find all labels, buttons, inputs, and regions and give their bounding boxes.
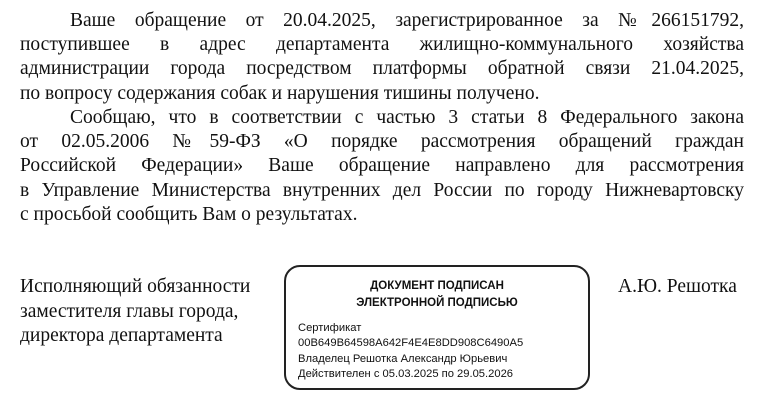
signer-position-line: Исполняющий обязанности xyxy=(20,276,251,297)
signer-position-line: директора департамента xyxy=(20,325,223,346)
paragraph-line: от 02.05.2006 №59-ФЗ «О порядке рассмотрения обращений граждан xyxy=(20,131,744,153)
stamp-header-line: ДОКУМЕНТ ПОДПИСАН xyxy=(370,280,504,292)
stamp-details xyxy=(298,321,580,382)
paragraph-line: администрации города посредством платформы обратной связи 21.04.2025, xyxy=(20,58,744,80)
electronic-signature-stamp xyxy=(284,265,590,390)
paragraph-line: Сообщаю, что в соответствии с частью 3 статьи 8 Федерального закона xyxy=(70,107,744,128)
paragraph-line: Российской Федерации» Ваше обращение направлено для рассмотрения xyxy=(20,155,744,177)
paragraph-line: Ваше обращение от 20.04.2025, зарегистрированное за №266151792, xyxy=(70,10,744,31)
forwarding-paragraph xyxy=(20,106,744,227)
signer-name: А.Ю. Решотка xyxy=(618,276,737,297)
paragraph-line: с просьбой сообщить Вам о результатах. xyxy=(20,203,358,225)
certificate-number: 00B649B64598A642F4E4E8DD908C6490A5 xyxy=(298,337,524,350)
paragraph-line: по вопросу содержания собак и нарушения тишины получено. xyxy=(20,82,540,104)
paragraph-line: поступившее в адрес департамента жилищно-коммунального хозяйства xyxy=(20,34,744,56)
signer-position xyxy=(20,275,250,349)
stamp-header xyxy=(286,278,588,312)
paragraph-line: в Управление Министерства внутренних дел России по городу Нижневартовску xyxy=(20,179,744,201)
certificate-validity: Действителен с 05.03.2025 по 29.05.2026 xyxy=(298,367,514,380)
signer-position-line: заместителя главы города, xyxy=(20,300,239,322)
certificate-label: Сертификат xyxy=(298,322,362,334)
notification-paragraph xyxy=(20,9,744,106)
certificate-owner: Владелец Решотка Александр Юрьевич xyxy=(298,352,508,365)
stamp-header-line: ЭЛЕКТРОННОЙ ПОДПИСЬЮ xyxy=(356,297,518,309)
